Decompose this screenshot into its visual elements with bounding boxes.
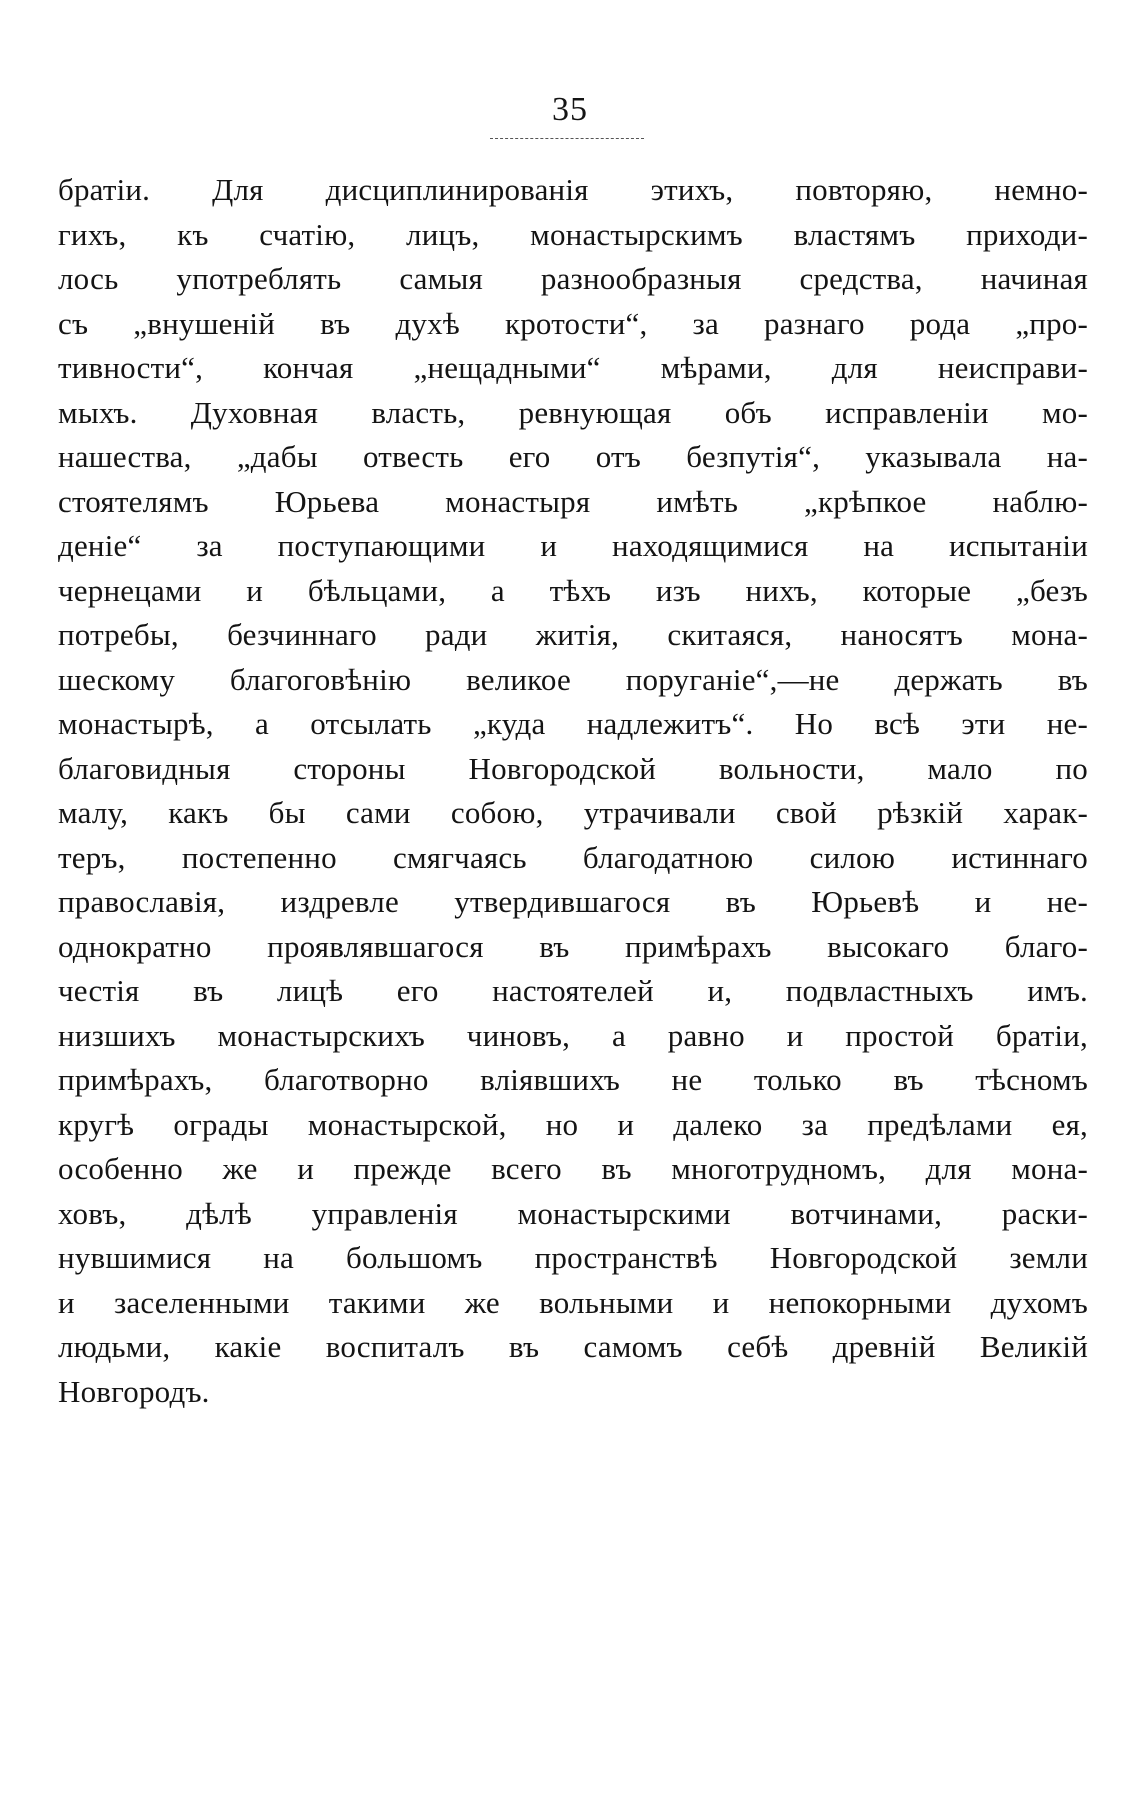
text-line: мыхъ. Духовная власть, ревнующая объ исправленіи мо- bbox=[58, 394, 1088, 430]
text-line: чернецами и бѣльцами, а тѣхъ изъ нихъ, которые „безъ bbox=[58, 572, 1088, 608]
text-line: честія въ лицѣ его настоятелей и, подвластныхъ имъ. bbox=[58, 973, 1088, 1008]
text-line: ховъ, дѣлѣ управленія монастырскими вотчинами, раски- bbox=[58, 1195, 1088, 1231]
text-line: потребы, безчиннаго ради житія, скитаяся, наносятъ мона- bbox=[58, 617, 1088, 652]
text-line: православія, издревле утвердившагося въ Юрьевѣ и не- bbox=[58, 884, 1088, 919]
text-line: тивности“, кончая „нещадными“ мѣрами, для неисправи- bbox=[58, 350, 1088, 385]
text-line: деніе“ за поступающими и находящимися на испытаніи bbox=[58, 528, 1088, 563]
text-line: благовидныя стороны Новгородской вольности, мало по bbox=[58, 750, 1088, 786]
text-line: шескому благоговѣнію великое поруганіе“,—не держать въ bbox=[58, 661, 1088, 697]
text-line: лось употреблять самыя разнообразныя средства, начиная bbox=[58, 261, 1088, 296]
text-line: нашества, „дабы отвесть его отъ безпутія“, указывала на- bbox=[58, 439, 1088, 474]
text-line: нувшимися на большомъ пространствѣ Новгородской земли bbox=[58, 1240, 1088, 1275]
text-line: теръ, постепенно смягчаясь благодатною силою истиннаго bbox=[58, 839, 1088, 875]
header-rule bbox=[490, 138, 644, 139]
text-line: и заселенными такими же вольными и непокорными духомъ bbox=[58, 1284, 1088, 1320]
text-line: стоятелямъ Юрьева монастыря имѣть „крѣпкое наблю- bbox=[58, 483, 1088, 519]
text-line-last: Новгородъ. bbox=[58, 1373, 210, 1409]
text-line: гихъ, къ счатію, лицъ, монастырскимъ властямъ приходи- bbox=[58, 216, 1088, 252]
text-line: однократно проявлявшагося въ примѣрахъ высокаго благо- bbox=[58, 928, 1088, 964]
text-line: примѣрахъ, благотворно вліявшихъ не только въ тѣсномъ bbox=[58, 1062, 1088, 1097]
text-line: съ „внушеній въ духѣ кротости“, за разнаго рода „про- bbox=[58, 305, 1088, 341]
text-line: братіи. Для дисциплинированія этихъ, повторяю, немно- bbox=[58, 172, 1088, 207]
text-line: особенно же и прежде всего въ многотрудномъ, для мона- bbox=[58, 1151, 1088, 1186]
body-text bbox=[58, 168, 1088, 1414]
page-number: 35 bbox=[552, 91, 588, 128]
text-line: монастырѣ, а отсылать „куда надлежитъ“. Но всѣ эти не- bbox=[58, 706, 1088, 741]
text-line: низшихъ монастырскихъ чиновъ, а равно и простой братіи, bbox=[58, 1017, 1088, 1053]
page-header bbox=[0, 88, 1140, 148]
text-line: кругѣ ограды монастырской, но и далеко за предѣлами ея, bbox=[58, 1106, 1088, 1142]
text-line: людьми, какіе воспиталъ въ самомъ себѣ древній Великій bbox=[58, 1329, 1088, 1364]
text-line: малу, какъ бы сами собою, утрачивали свой рѣзкій харак- bbox=[58, 795, 1088, 830]
